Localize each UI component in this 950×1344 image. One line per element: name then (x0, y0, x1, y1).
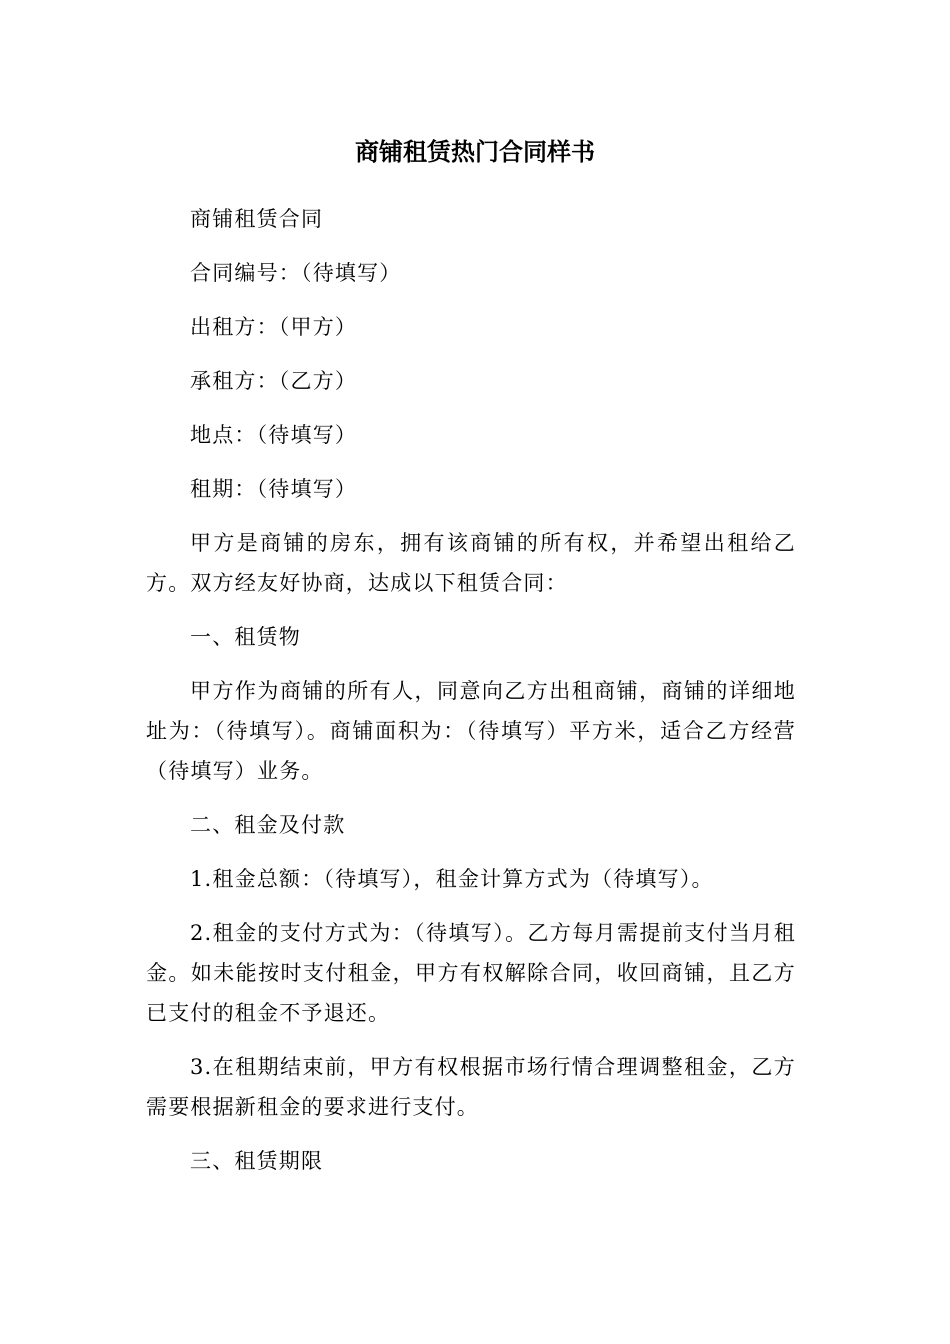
clause-rent-total: 1.租金总额：（待填写），租金计算方式为（待填写）。 (190, 867, 714, 891)
section-heading-lease-term: 三、租赁期限 (190, 1149, 324, 1173)
paragraph-preamble: 甲方是商铺的房东，拥有该商铺的所有权，并希望出租给乙方。双方经友好协商，达成以下租赁合同： (146, 531, 796, 595)
paragraph-term: 租期：（待填写） (190, 477, 358, 501)
paragraph-leased-property: 甲方作为商铺的所有人，同意向乙方出租商铺，商铺的详细地址为：（待填写）。商铺面积为：（待填写）平方米，适合乙方经营（待填写）业务。 (146, 679, 796, 783)
paragraph-lessee: 承租方：（乙方） (190, 369, 358, 393)
document-title: 商铺租赁热门合同样书 (355, 138, 595, 166)
section-heading-leased-property: 一、租赁物 (190, 625, 301, 649)
section-heading-rent-payment: 二、租金及付款 (190, 813, 346, 837)
paragraph-heading: 商铺租赁合同 (190, 207, 324, 231)
clause-payment-method: 2.租金的支付方式为：（待填写）。乙方每月需提前支付当月租金。如未能按时支付租金，甲方有权解除合同，收回商铺，且乙方已支付的租金不予退还。 (146, 921, 796, 1025)
document-body (146, 199, 796, 1195)
clause-rent-adjustment: 3.在租期结束前，甲方有权根据市场行情合理调整租金，乙方需要根据新租金的要求进行支付。 (146, 1055, 796, 1119)
paragraph-contract-number: 合同编号：（待填写） (190, 261, 402, 285)
paragraph-lessor: 出租方：（甲方） (190, 315, 358, 339)
paragraph-location: 地点：（待填写） (190, 423, 358, 447)
